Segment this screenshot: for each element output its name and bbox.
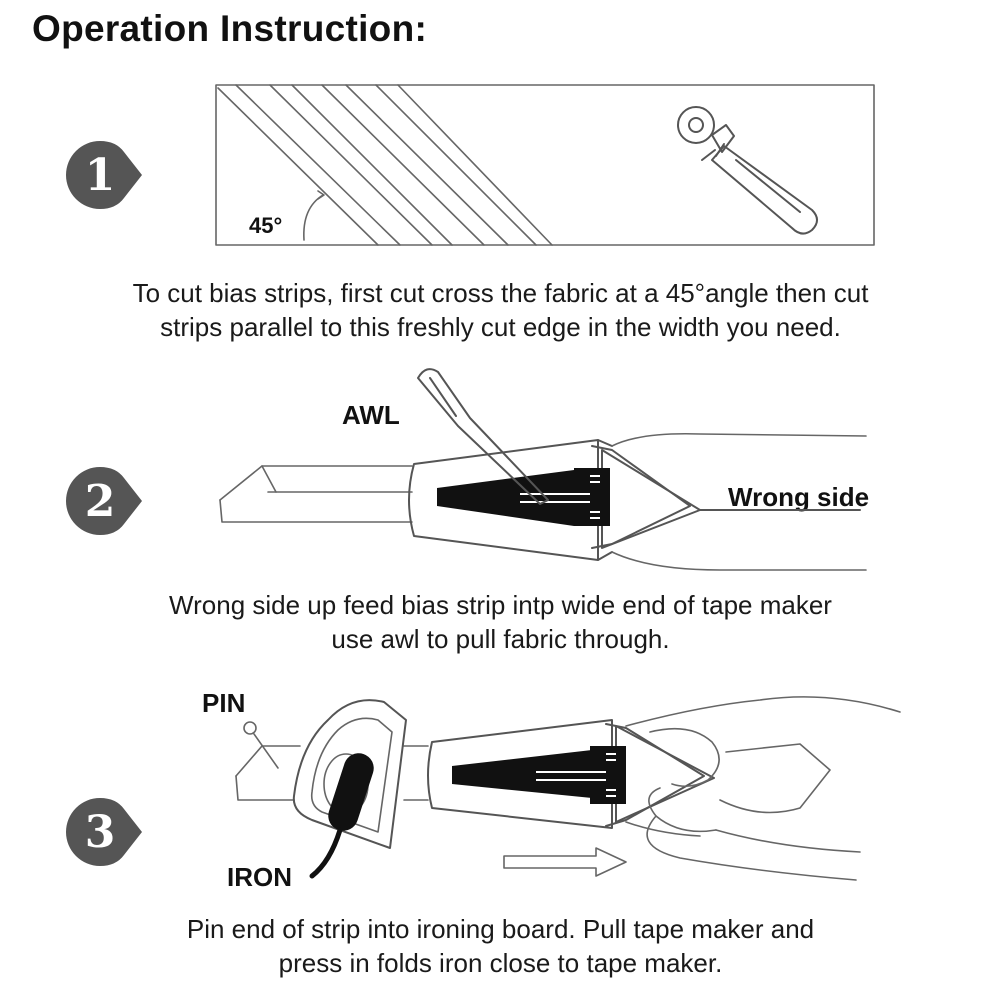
tape-maker-slot bbox=[452, 746, 626, 804]
iron-label: IRON bbox=[227, 862, 292, 892]
angle-arc bbox=[304, 195, 323, 240]
tape-maker-slot bbox=[437, 468, 610, 526]
step-3-illustration bbox=[0, 680, 1001, 920]
fabric-board bbox=[216, 85, 874, 245]
step-2-caption-line-2: use awl to pull fabric through. bbox=[331, 624, 670, 654]
wrong-side-label: Wrong side bbox=[728, 482, 870, 512]
step-1-caption bbox=[0, 276, 1001, 344]
fabric-strip-left bbox=[220, 466, 412, 522]
step-3-number: 3 bbox=[84, 807, 116, 858]
step-1-caption-line-2: strips parallel to this freshly cut edge in the width you need. bbox=[160, 312, 841, 342]
step-2-number: 2 bbox=[84, 476, 116, 527]
step-3-caption-line-2: press in folds iron close to tape maker. bbox=[278, 948, 723, 978]
fabric-strip-right bbox=[612, 434, 866, 570]
rotary-cutter-icon bbox=[678, 107, 817, 234]
step-1-caption-line-1: To cut bias strips, first cut cross the fabric at a 45°angle then cut bbox=[132, 278, 869, 308]
page-title: Operation Instruction: bbox=[32, 8, 428, 49]
awl-label: AWL bbox=[342, 400, 400, 430]
step-3-caption bbox=[0, 912, 1001, 980]
iron-icon bbox=[294, 700, 406, 876]
step-2-caption bbox=[0, 588, 1001, 656]
arrow-right-icon bbox=[504, 848, 626, 876]
pin-label: PIN bbox=[202, 688, 246, 718]
step-2-caption-line-1: Wrong side up feed bias strip intp wide end of tape maker bbox=[169, 590, 832, 620]
step-1-number: 1 bbox=[84, 150, 116, 201]
angle-label: 45° bbox=[249, 213, 283, 238]
step-2-illustration bbox=[0, 360, 1001, 580]
step-3-caption-line-1: Pin end of strip into ironing board. Pull tape maker and bbox=[186, 914, 815, 944]
hand-icon bbox=[626, 697, 900, 880]
